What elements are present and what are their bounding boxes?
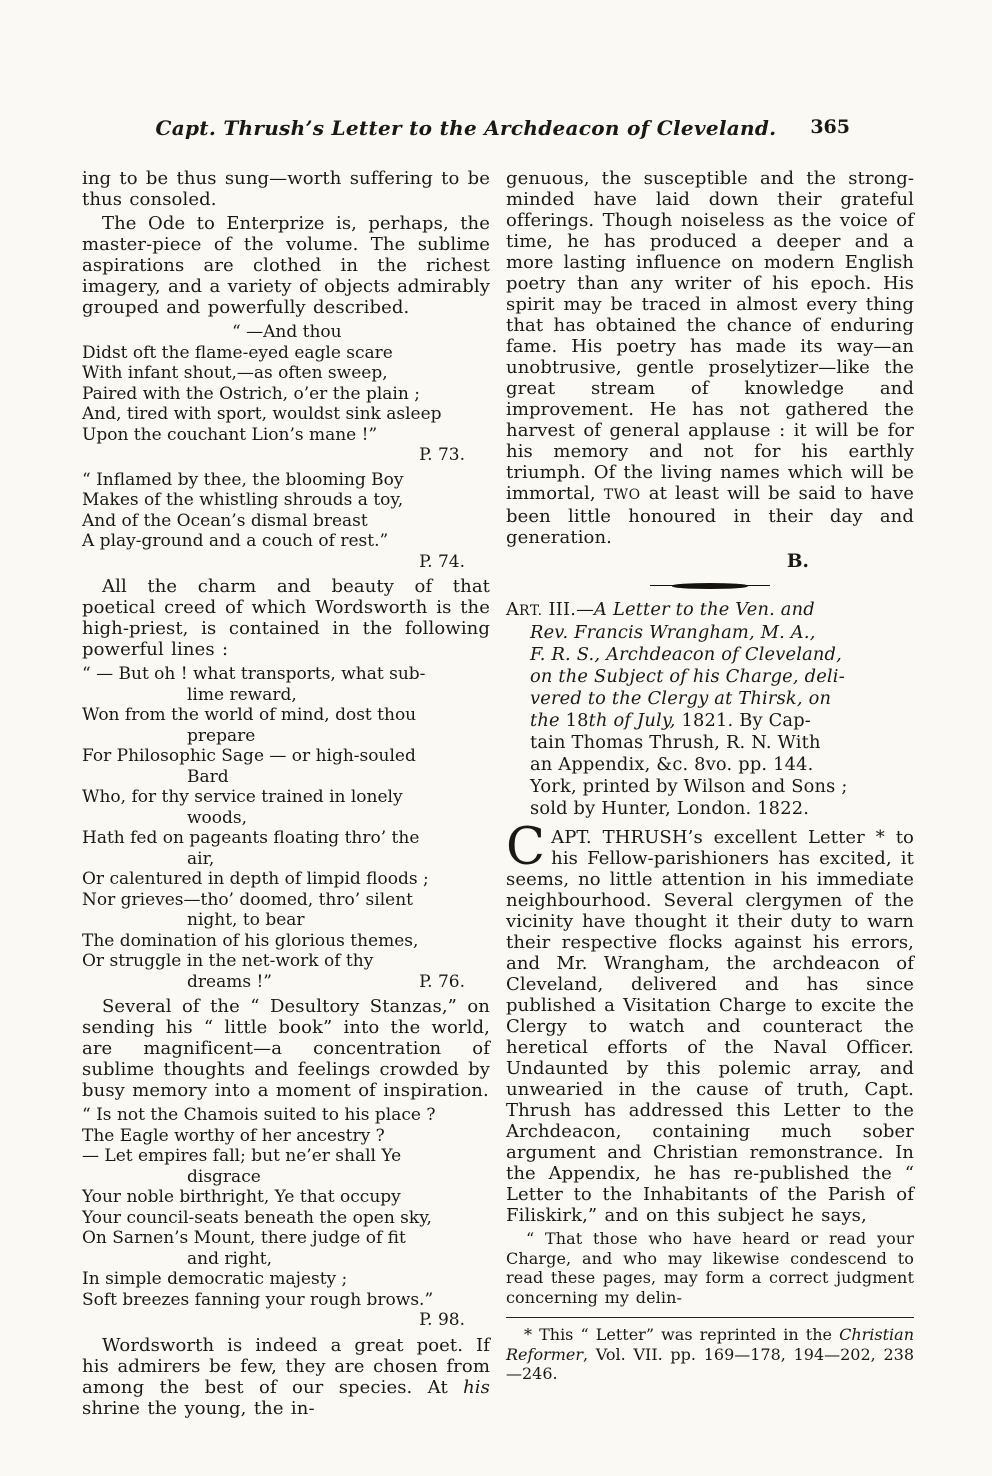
paragraph: ing to be thus sung—worth suffering to be thus consoled. xyxy=(82,168,490,210)
verse-line xyxy=(82,726,490,747)
verse-line xyxy=(82,1249,490,1270)
paragraph: genuous, the susceptible and the strong-minded have laid down their grateful offerings. Though noiseless as the voice of time, he has produced a deeper and a more lasting influence on modern English poetry than any writer of his epoch. His spirit may be traced in almost every thing that has obtained the chance of enduring fame. His poetry has made its way—an unobtrusive, gentle proselytizer—like the great stream of knowledge and improvement. He has not gathered the harvest of general applause : it will be for his memory and not for his earthly triumph. Of the living names which will be immortal, TWO at least will be said to have been little honoured in their day and generation. xyxy=(506,168,914,548)
verse-block xyxy=(82,664,490,992)
article-heading-line: sold by Hunter, London. 1822. xyxy=(530,798,810,819)
verse-text: woods, xyxy=(187,807,248,828)
verse-line xyxy=(82,343,490,364)
verse-text: Bard xyxy=(187,766,229,787)
verse-text: The domination of his glorious themes, xyxy=(82,930,419,951)
verse-line xyxy=(82,746,490,767)
verse-line xyxy=(82,1126,490,1147)
verse-line xyxy=(82,849,490,870)
verse-line xyxy=(82,1310,490,1331)
article-heading-line: tain Thomas Thrush, R. N. With xyxy=(530,732,821,753)
verse-text: Or calentured in depth of limpid floods ; xyxy=(82,869,429,889)
verse-text: Hath fed on pageants floating thro’ the xyxy=(82,828,420,848)
article-heading-line: ART. III.—A Letter to the Ven. and xyxy=(506,599,815,620)
verse-line xyxy=(82,685,490,706)
verse-text: Makes of the whistling shrouds a toy, xyxy=(82,490,404,510)
divider-lens xyxy=(672,583,749,589)
article-heading-line: York, printed by Wilson and Sons ; xyxy=(530,776,848,797)
author-signature: B. xyxy=(786,551,809,572)
article-heading-line: Rev. Francis Wrangham, M. A., xyxy=(530,622,816,643)
verse-text: And, tired with sport, wouldst sink asleep xyxy=(82,404,442,424)
verse-text: For Philosophic Sage — or high-souled xyxy=(82,746,416,766)
content-area xyxy=(82,168,914,1422)
verse-line xyxy=(82,890,490,911)
verse-text: night, to bear xyxy=(187,910,305,930)
verse-text: With infant shout,—as often sweep, xyxy=(82,363,388,383)
article-heading-line: the 18th of July, 1821. By Cap- xyxy=(530,710,811,731)
verse-text: Didst oft the flame-eyed eagle scare xyxy=(82,342,393,363)
verse-text: In simple democratic majesty ; xyxy=(82,1269,348,1289)
verse-line xyxy=(82,1105,490,1126)
page-number: 365 xyxy=(810,116,850,138)
verse-line xyxy=(82,384,490,405)
paragraph: The Ode to Enterprize is, perhaps, the master-piece of the volume. The sublime aspirations are clothed in the richest imagery, and a variety of objects admirably grouped and powerfully described. xyxy=(82,213,490,318)
verse-block xyxy=(82,470,490,573)
verse-line xyxy=(82,951,490,972)
verse-text: Your council-seats beneath the open sky, xyxy=(82,1207,432,1228)
drop-cap: C xyxy=(506,818,546,877)
verse-line xyxy=(82,363,490,384)
verse-text: Who, for thy service trained in lonely xyxy=(82,787,403,807)
verse-line xyxy=(82,531,490,552)
verse-line xyxy=(82,552,490,573)
verse-block xyxy=(82,322,490,466)
paragraph: All the charm and beauty of that poetical creed of which Wordsworth is the high-priest, is contained in the following powerful lines : xyxy=(82,576,490,660)
verse-text: prepare xyxy=(187,725,256,746)
verse-text: The Eagle worthy of her ancestry ? xyxy=(82,1125,385,1146)
verse-text: and right, xyxy=(187,1248,272,1269)
article-heading xyxy=(506,599,914,820)
verse-line xyxy=(82,767,490,788)
page-reference: P. 76. xyxy=(419,971,465,992)
quoted-passage: “ That those who have heard or read your Charge, and who may likewise condescend to read these pages, may form a correct judgment concerning my delin- xyxy=(506,1229,914,1307)
verse-text: — Let empires fall; but ne’er shall Ye xyxy=(82,1146,402,1166)
verse-text: “ Inflamed by thee, the blooming Boy xyxy=(82,469,404,490)
verse-line xyxy=(82,1208,490,1229)
verse-line xyxy=(82,910,490,931)
column-right xyxy=(506,168,914,1422)
paragraph: Several of the “ Desultory Stanzas,” on sending his “ little book” into the world, are magnificent—a concentration of sublime thoughts and feelings crowded by busy memory into a moment of inspiration. xyxy=(82,996,490,1101)
verse-line xyxy=(82,1167,490,1188)
verse-text: air, xyxy=(187,848,215,869)
verse-line xyxy=(82,828,490,849)
verse-text: disgrace xyxy=(187,1166,261,1187)
verse-line xyxy=(82,664,490,685)
article-heading-line: vered to the Clergy at Thirsk, on xyxy=(530,688,832,709)
verse-line xyxy=(82,931,490,952)
verse-text: “ Is not the Chamois suited to his place ? xyxy=(82,1105,436,1125)
verse-line xyxy=(82,1228,490,1249)
page-reference: P. 74. xyxy=(419,551,465,572)
verse-text: Paired with the Ostrich, o’er the plain ; xyxy=(82,383,420,404)
page-reference: P. 98. xyxy=(419,1310,465,1330)
paragraph: CAPT. THRUSH’s excellent Letter * to his Fellow-parishioners has excited, it seems, no little attention in his immediate neighbourhood. Several clergymen of the vicinity have thought it their duty to warn their respective flocks against his errors, and Mr. Wrangham, the archdeacon of Cleveland, delivered and has since published a Visitation Charge to excite the Clergy to watch and counteract the heretical efforts of the Naval Officer. Undaunted by this polemic array, and unwearied in the cause of truth, Capt. Thrush has addressed this Letter to the Archdeacon, containing much sober argument and Christian remonstrance. In the Appendix, he has re-published the “ Letter to the Inhabitants of the Parish of Filiskirk,” and on this subject he says, xyxy=(506,818,914,1226)
verse-text: On Sarnen’s Mount, there judge of fit xyxy=(82,1228,406,1248)
paragraph: Wordsworth is indeed a great poet. If his admirers be few, they are chosen from among the best of our species. At his shrine the young, the in- xyxy=(82,1334,490,1419)
verse-line xyxy=(82,1187,490,1208)
verse-line xyxy=(82,1290,490,1311)
verse-text: Your noble birthright, Ye that occupy xyxy=(82,1187,401,1207)
article-heading-line: an Appendix, &c. 8vo. pp. 144. xyxy=(530,754,814,775)
verse-line xyxy=(82,787,490,808)
verse-text: A play-ground and a couch of rest.” xyxy=(82,531,389,551)
verse-text: lime reward, xyxy=(187,684,297,705)
verse-text: Upon the couchant Lion’s mane !” xyxy=(82,424,378,445)
verse-line xyxy=(82,972,490,993)
verse-text: Nor grieves—tho’ doomed, thro’ silent xyxy=(82,889,413,910)
verse-block xyxy=(82,1105,490,1331)
verse-line xyxy=(82,470,490,491)
section-divider xyxy=(650,582,770,590)
verse-line xyxy=(82,445,490,466)
column-left xyxy=(82,168,490,1422)
verse-line xyxy=(82,869,490,890)
article-heading-line: on the Subject of his Charge, deli- xyxy=(530,666,845,687)
verse-text: And of the Ocean’s dismal breast xyxy=(82,510,368,531)
verse-text: dreams !” xyxy=(187,971,272,992)
verse-text: Won from the world of mind, dost thou xyxy=(82,705,417,725)
verse-line xyxy=(82,404,490,425)
verse-line xyxy=(82,1269,490,1290)
verse-text: “ — But oh ! what transports, what sub- xyxy=(82,664,426,684)
verse-text: “ —And thou xyxy=(232,322,342,342)
verse-line xyxy=(82,425,490,446)
verse-line xyxy=(82,511,490,532)
verse-text: Or struggle in the net-work of thy xyxy=(82,951,374,971)
verse-line xyxy=(82,490,490,511)
verse-line xyxy=(82,1146,490,1167)
verse-line xyxy=(82,808,490,829)
page-reference: P. 73. xyxy=(419,445,465,465)
header-title: Capt. Thrush’s Letter to the Archdeacon of Cleveland. xyxy=(155,116,777,140)
running-header xyxy=(80,116,912,146)
footnote: * This “ Letter” was reprinted in the Christian Reformer, Vol. VII. pp. 169—178, 194—202, 238—246. xyxy=(506,1317,914,1384)
article-heading-line: F. R. S., Archdeacon of Cleveland, xyxy=(530,644,842,665)
verse-line xyxy=(82,705,490,726)
verse-text: Soft breezes fanning your rough brows.” xyxy=(82,1289,434,1310)
verse-line xyxy=(82,322,490,343)
